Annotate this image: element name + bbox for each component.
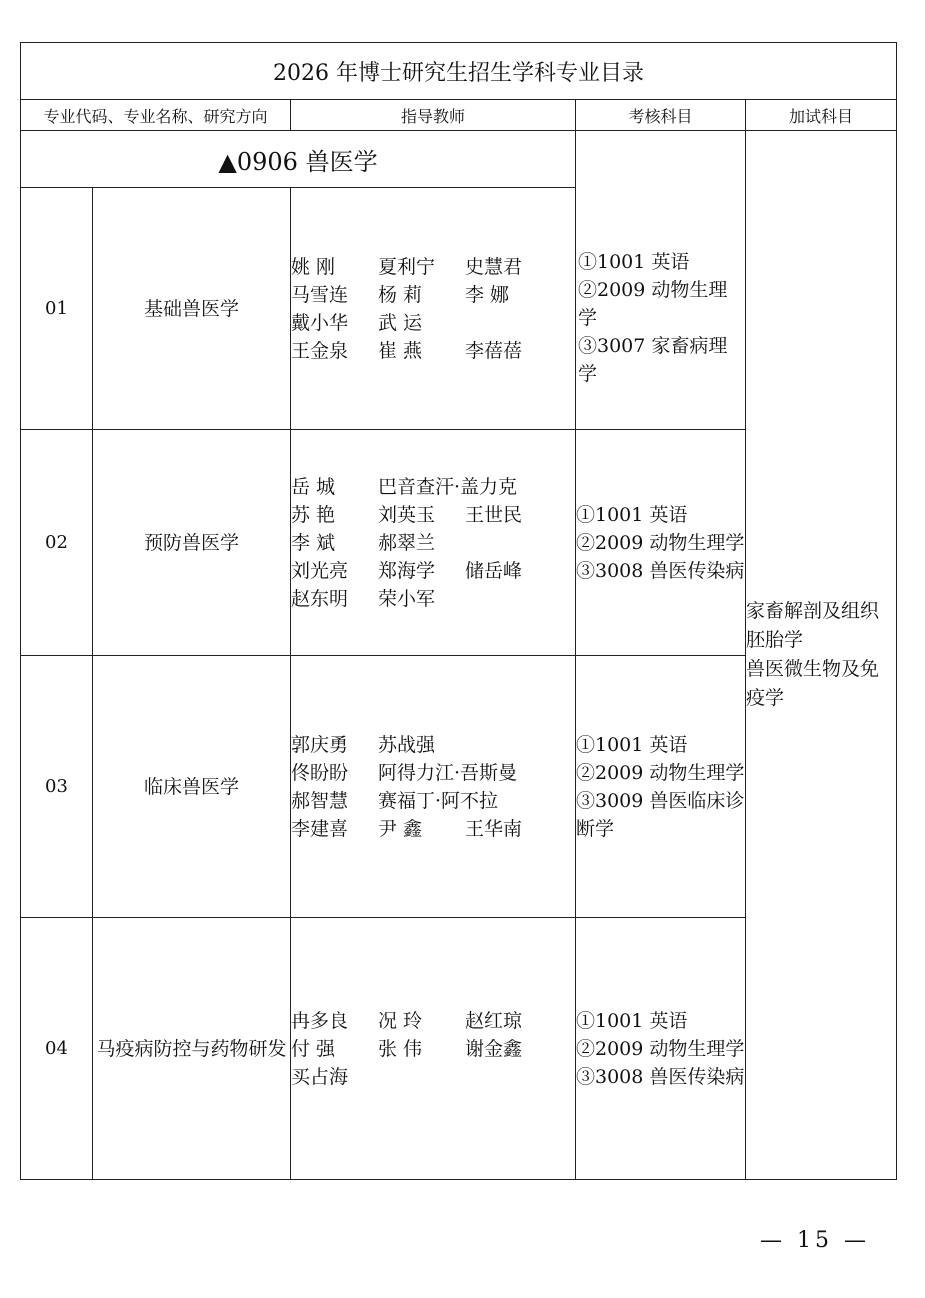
advisor-name: 史慧君 <box>465 255 523 278</box>
exam-list <box>576 656 746 918</box>
advisor-name: 王华南 <box>465 817 523 840</box>
direction-name: 临床兽医学 <box>93 656 291 918</box>
exam-item: ③3008 兽医传染病 <box>576 1065 745 1088</box>
advisor-row <box>291 1035 575 1063</box>
header-code-name: 专业代码、专业名称、研究方向 <box>21 100 291 131</box>
advisor-name: 巴音查汗·盖力克 <box>378 475 518 498</box>
advisor-name: 岳 城 <box>291 475 336 498</box>
advisor-list <box>291 656 576 918</box>
advisor-name: 李 斌 <box>291 531 336 554</box>
advisor-name: 张 伟 <box>378 1037 423 1060</box>
exam-item: ①1001 英语 <box>576 503 688 526</box>
advisor-name: 赵红琼 <box>465 1009 523 1032</box>
exam-list <box>576 172 745 388</box>
advisor-row <box>291 731 575 759</box>
advisor-name: 赵东明 <box>291 587 349 610</box>
advisor-name: 刘光亮 <box>291 559 349 582</box>
extra-subjects-cell <box>746 131 897 1180</box>
header-advisors: 指导教师 <box>291 100 576 131</box>
advisor-name: 王金泉 <box>291 339 349 362</box>
advisor-row <box>291 815 575 843</box>
advisor-row <box>291 253 575 281</box>
advisor-name: 李建喜 <box>291 817 349 840</box>
advisor-row <box>291 585 575 613</box>
advisor-row <box>291 557 575 585</box>
exam-list <box>576 918 746 1180</box>
advisor-name: 马雪连 <box>291 283 349 306</box>
exam-item: ②2009 动物生理学 <box>576 761 745 784</box>
advisor-row <box>291 309 575 337</box>
advisor-name: 郑海学 <box>378 559 436 582</box>
direction-name: 预防兽医学 <box>93 430 291 656</box>
advisor-name: 佟盼盼 <box>291 761 349 784</box>
advisor-name: 武 运 <box>378 311 423 334</box>
page-number: — 15 — <box>760 1228 870 1253</box>
advisor-row <box>291 787 575 815</box>
advisor-name: 储岳峰 <box>465 559 523 582</box>
catalog-table <box>20 42 897 1180</box>
advisor-name: 苏战强 <box>378 733 436 756</box>
advisor-row <box>291 281 575 309</box>
advisor-list <box>291 918 576 1180</box>
exam-item: ③3008 兽医传染病 <box>576 559 745 582</box>
header-extra: 加试科目 <box>746 100 897 131</box>
header-exam: 考核科目 <box>576 100 746 131</box>
extra-subject: 兽医微生物及免疫学 <box>746 658 880 709</box>
advisor-name: 冉多良 <box>291 1009 349 1032</box>
advisor-name: 谢金鑫 <box>465 1037 523 1060</box>
subject-heading: ▲0906 兽医学 <box>21 131 576 188</box>
exam-cell-spacer <box>576 131 746 430</box>
advisor-name: 崔 燕 <box>378 339 423 362</box>
extra-subject: 家畜解剖及组织胚胎学 <box>746 600 880 651</box>
advisor-row <box>291 501 575 529</box>
catalog-page <box>20 42 896 1180</box>
advisor-name: 尹 鑫 <box>378 817 423 840</box>
advisor-name: 李蓓蓓 <box>465 339 523 362</box>
direction-code: 02 <box>21 430 93 656</box>
advisor-name: 郝智慧 <box>291 789 349 812</box>
advisor-name: 郭庆勇 <box>291 733 349 756</box>
advisor-row <box>291 1063 575 1091</box>
advisor-name: 阿得力江·吾斯曼 <box>378 761 518 784</box>
advisor-row <box>291 759 575 787</box>
advisor-name: 郝翠兰 <box>378 531 436 554</box>
advisor-name: 姚 刚 <box>291 255 336 278</box>
exam-item: ①1001 英语 <box>578 251 690 273</box>
advisor-list <box>291 188 576 430</box>
direction-code: 04 <box>21 918 93 1180</box>
advisor-name: 王世民 <box>465 503 523 526</box>
exam-item: ①1001 英语 <box>576 1009 688 1032</box>
exam-item: ②2009 动物生理学 <box>578 279 728 329</box>
direction-name: 马疫病防控与药物研发 <box>93 918 291 1180</box>
direction-name: 基础兽医学 <box>93 188 291 430</box>
advisor-name: 戴小华 <box>291 311 349 334</box>
exam-list <box>576 430 746 656</box>
advisor-name: 李 娜 <box>465 283 510 306</box>
advisor-name: 买占海 <box>291 1065 349 1088</box>
advisor-name: 苏 艳 <box>291 503 336 526</box>
exam-item: ②2009 动物生理学 <box>576 531 745 554</box>
advisor-name: 付 强 <box>291 1037 336 1060</box>
exam-item: ②2009 动物生理学 <box>576 1037 745 1060</box>
advisor-row <box>291 1007 575 1035</box>
advisor-row <box>291 529 575 557</box>
advisor-name: 刘英玉 <box>378 503 436 526</box>
direction-code: 03 <box>21 656 93 918</box>
advisor-row <box>291 337 575 365</box>
exam-item: ③3009 兽医临床诊断学 <box>576 789 745 840</box>
advisor-name: 荣小军 <box>378 587 436 610</box>
advisor-name: 杨 莉 <box>378 283 423 306</box>
advisor-name: 夏利宁 <box>378 255 436 278</box>
exam-item: ①1001 英语 <box>576 733 688 756</box>
exam-item: ③3007 家畜病理学 <box>578 335 728 385</box>
advisor-row <box>291 473 575 501</box>
page-title: 2026 年博士研究生招生学科专业目录 <box>21 43 897 100</box>
advisor-name: 赛福丁·阿不拉 <box>378 789 499 812</box>
advisor-list <box>291 430 576 656</box>
advisor-name: 况 玲 <box>378 1009 423 1032</box>
direction-code: 01 <box>21 188 93 430</box>
